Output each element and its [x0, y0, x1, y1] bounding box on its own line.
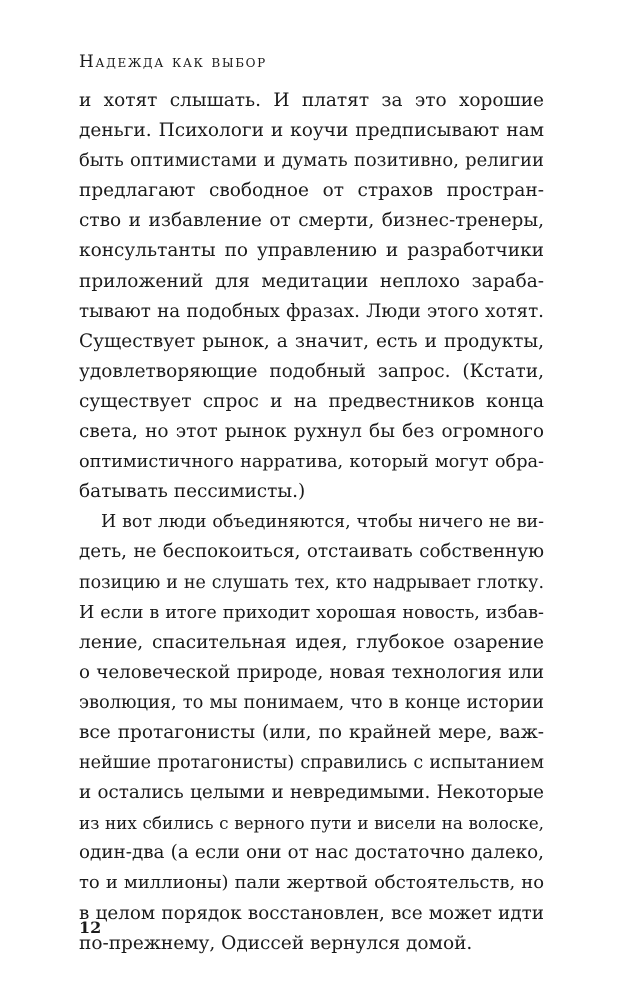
text-line: света, но этот рынок рухнул бы без огромного	[79, 421, 544, 443]
running-head: Надежда как выбор	[79, 52, 267, 72]
text-line: и остались целыми и невредимыми. Некоторые	[79, 782, 544, 804]
text-line: о человеческой природе, новая технология или	[79, 661, 544, 683]
text-line: позицию и не слушать тех, кто надрывает глотку.	[79, 572, 544, 593]
body-text	[79, 86, 544, 959]
text-line: в целом порядок восстановлен, все может идти	[79, 902, 544, 924]
text-line: приложений для медитации неплохо зараба-	[79, 270, 544, 292]
paragraph-1	[79, 86, 544, 507]
text-line: И если в итоге приходит хорошая новость, избав-	[79, 602, 544, 623]
text-line: ство и избавление от смерти, бизнес-тренеры,	[79, 210, 544, 232]
text-line: деть, не беспокоиться, отстаивать собственную	[79, 541, 544, 563]
text-line: и хотят слышать. И платят за это хорошие	[79, 90, 544, 111]
text-line: деньги. Психологи и коучи предписывают нам	[79, 120, 544, 142]
text-line: из них сбились с верного пути и висели на волоске,	[79, 813, 544, 834]
text-line: нейшие протагонисты) справились с испытанием	[79, 753, 544, 774]
text-line: один-два (а если они от нас достаточно далеко,	[79, 842, 544, 864]
text-line: тывают на подобных фразах. Люди этого хотят.	[79, 300, 544, 322]
text-line: существует спрос и на предвестников конца	[79, 390, 544, 412]
paragraph-2	[79, 507, 544, 958]
text-line: быть оптимистами и думать позитивно, религии	[79, 150, 544, 172]
text-line: Существует рынок, а значит, есть и продукты,	[79, 330, 544, 352]
text-line: все протагонисты (или, по крайней мере, важ-	[79, 721, 544, 743]
page-number: 12	[79, 918, 102, 937]
text-line: предлагают свободное от страхов простран-	[79, 180, 544, 202]
text-line: консультанты по управлению и разработчики	[79, 240, 544, 262]
text-line: оптимистичного нарратива, который могут обра-	[79, 452, 544, 473]
text-line: И вот люди объединяются, чтобы ничего не ви-	[101, 512, 544, 533]
text-line: батывать пессимисты.)	[79, 481, 306, 503]
text-line: ление, спасительная идея, глубокое озарение	[79, 631, 544, 653]
text-line: то и миллионы) пали жертвой обстоятельств, но	[79, 872, 544, 894]
text-line: эволюция, то мы понимаем, что в конце истории	[79, 691, 544, 713]
text-line: удовлетворяющие подобный запрос. (Кстати,	[79, 360, 544, 382]
text-line: по-прежнему, Одиссей вернулся домой.	[79, 932, 473, 954]
